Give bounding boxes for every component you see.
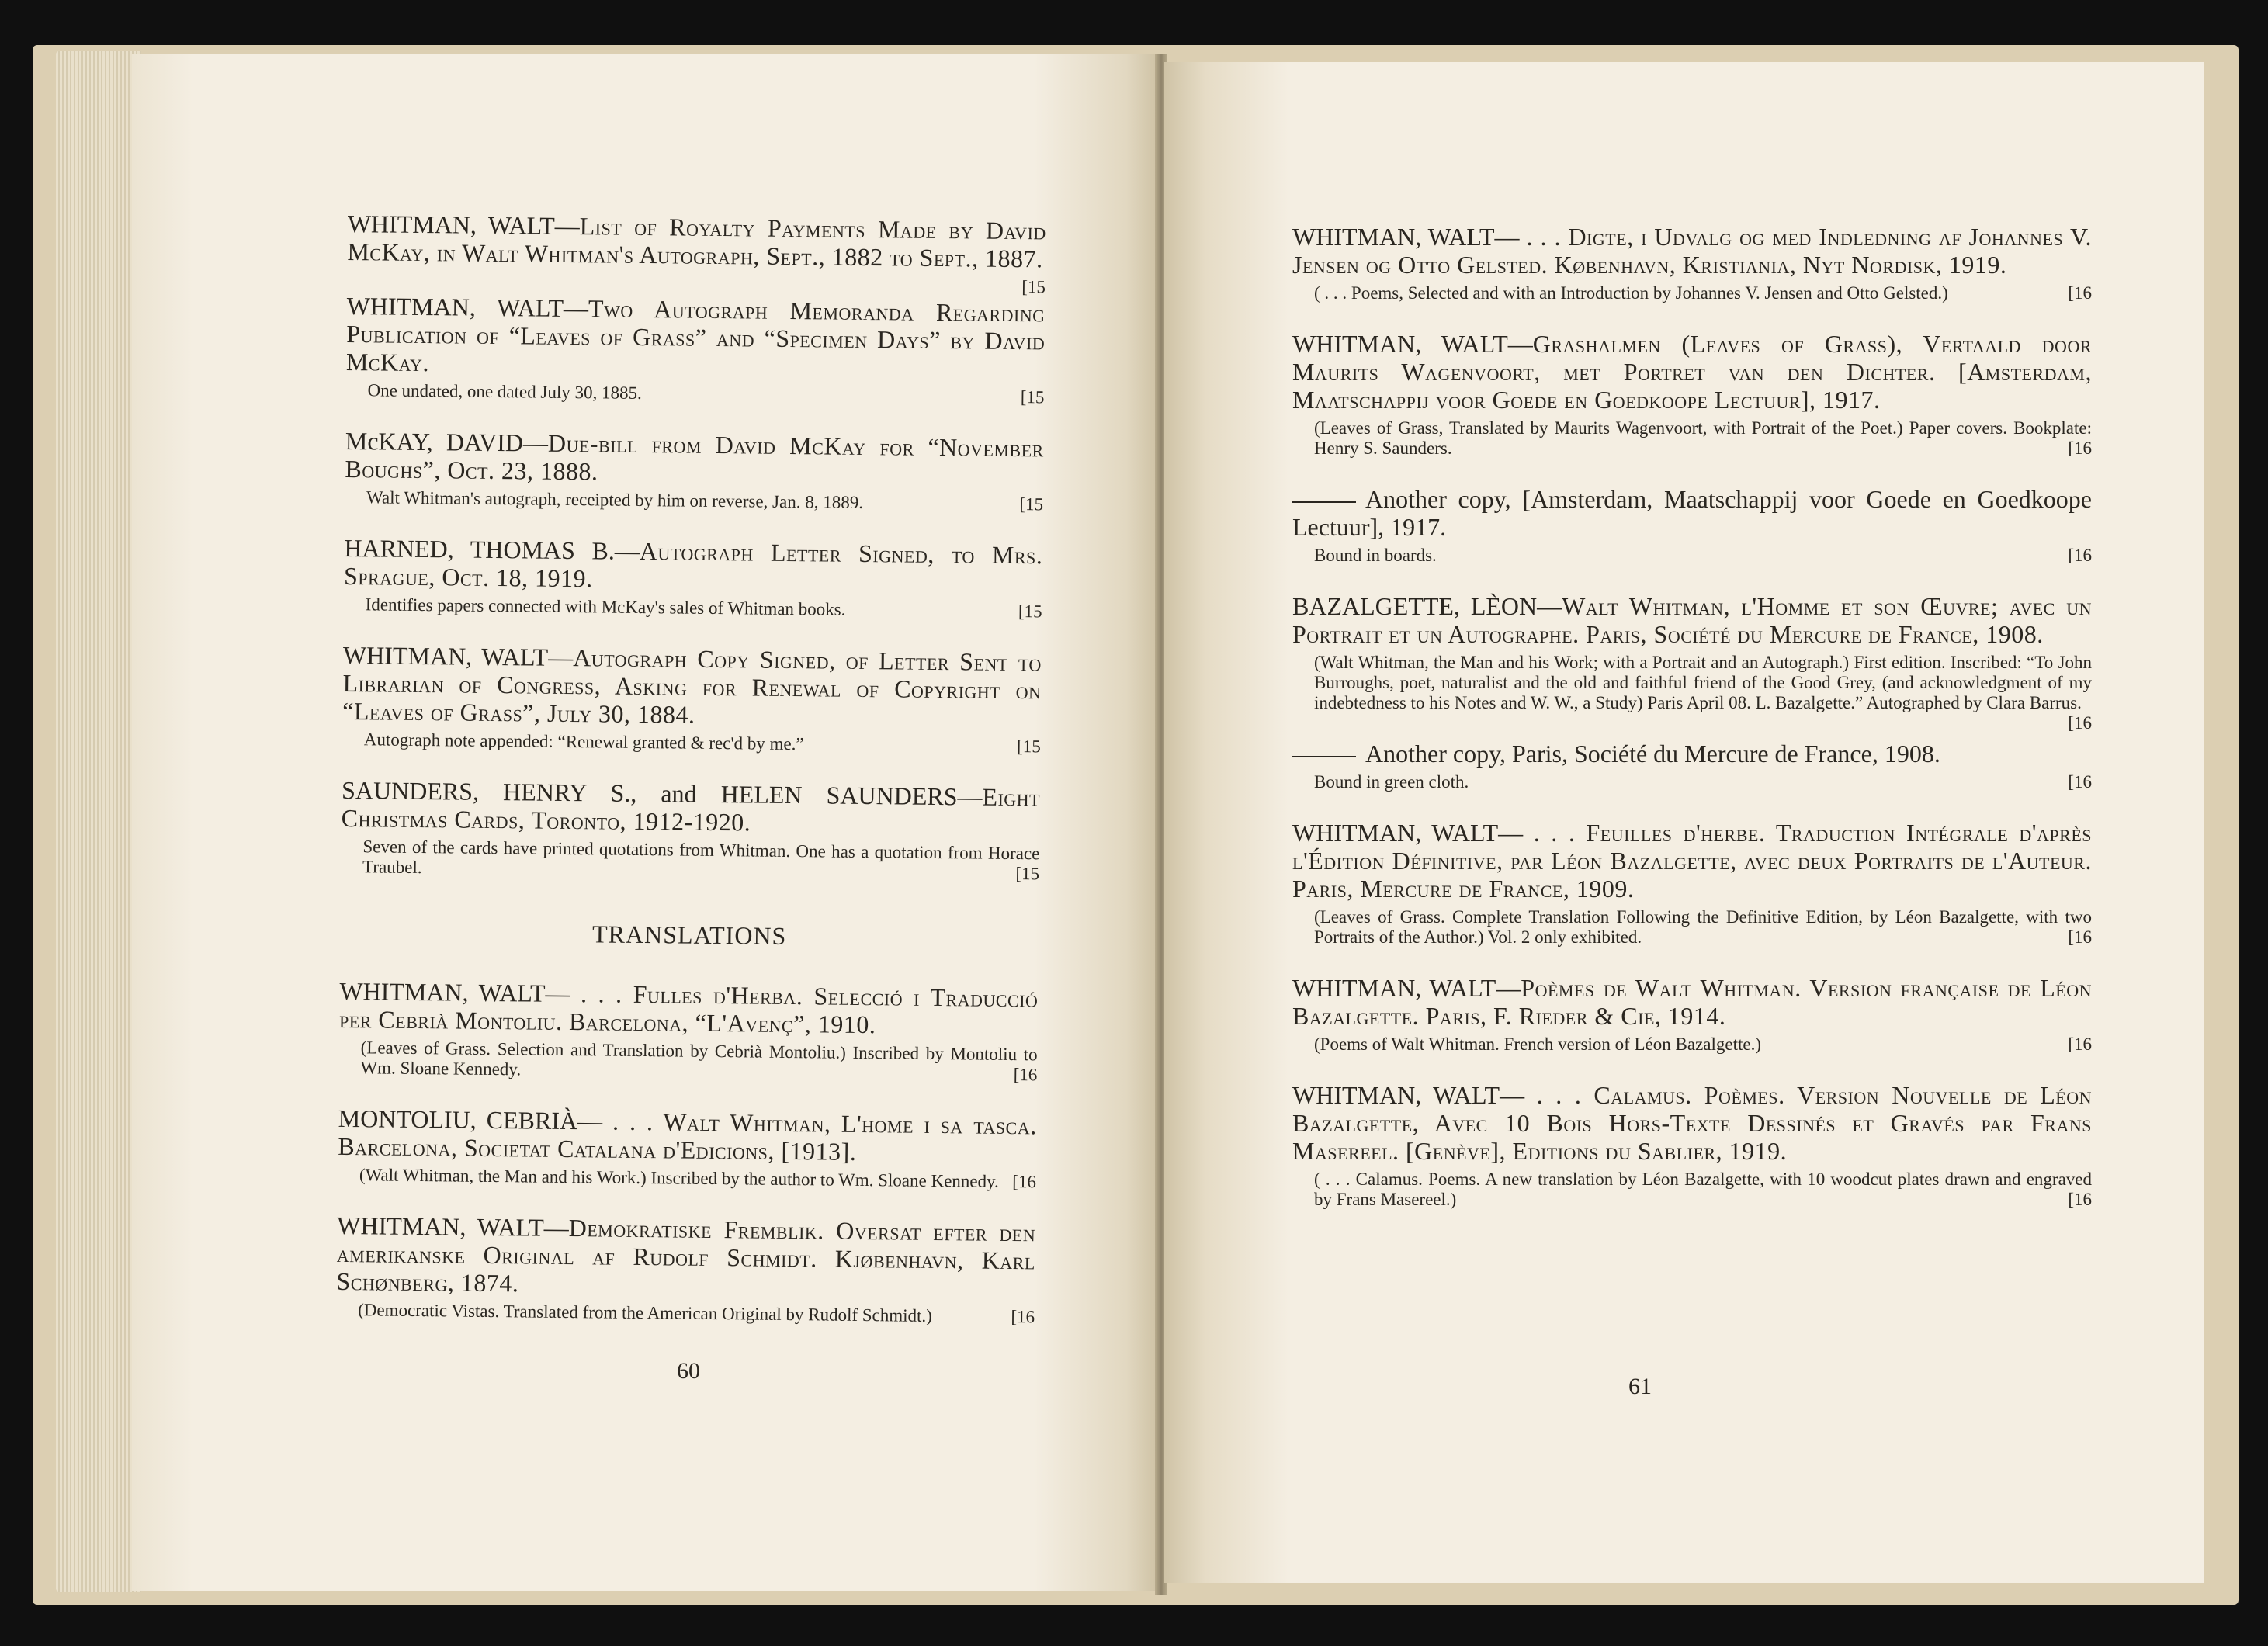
entry-price: [15 [1015,864,1040,884]
entry-note [364,729,1041,757]
ditto-rule [1292,756,1356,757]
catalog-entry [336,1211,1035,1327]
entry-note-text: (Leaves of Grass. Complete Translation Following the Definitive Edition, by Léon Bazalgette, with two Portraits of the Author.) Vol. 2 only exhibited. [1314,907,2092,947]
entry-note-text: Autograph note appended: “Renewal granted & rec'd by me.” [363,729,804,754]
entry-price: [16 [1013,1065,1038,1085]
entry-name: WHITMAN, WALT [347,210,555,240]
entry-price: [15 [1018,601,1042,622]
entry-price: [16 [2068,772,2092,792]
entry-title: Another copy, [Amsterdam, Maatschappij voor Goede en Goedkoope Lectuur], 1917. [1292,485,2092,541]
entry-title: Autograph Letter Signed, to Mrs. Sprague, Oct. 18, 1919. [343,536,1043,593]
catalog-entry [345,427,1044,515]
entry-heading: WHITMAN, WALT— . . . Digte, i Udvalg og med Indledning af Johannes V. Jensen og Otto Gelsted. København, Kristiania, Nyt Nordisk, 1919. [1292,223,2093,279]
entry-title: Eight Christmas Cards, Toronto, 1912-1920. [341,782,1041,837]
entry-price: [16 [1012,1172,1037,1192]
entry-heading: WHITMAN, WALT— . . . Calamus. Poèmes. Version Nouvelle de Léon Bazalgette, Avec 10 Bois Hors-Texte Dessinés et Gravés par Frans Masereel. [Genève], Editions du Sablier, 1919. [1292,1081,2092,1165]
entry-name: HARNED, THOMAS B. [344,533,616,565]
catalog-entry [342,641,1042,757]
entry-heading: WHITMAN, WALT—List of Royalty Payments Made by David McKay, in Walt Whitman's Autograph, Sept., 1882 to Sept., 1887. [347,210,1046,273]
catalog-entry [338,977,1038,1085]
entry-note [1314,546,2092,566]
entry-name: McKAY, DAVID [345,426,524,457]
entry-price: [16 [2068,1190,2092,1209]
entry-heading: SAUNDERS, HENRY S., and HELEN SAUNDERS—Eight Christmas Cards, Toronto, 1912-1920. [341,775,1041,837]
entry-name: WHITMAN, WALT [346,291,564,322]
entry-price: [15 [1019,494,1044,515]
entry-title: . . . Walt Whitman, L'home i sa tasca. Barcelona, Societat Catalana d'Edicions, [1913]. [338,1107,1037,1166]
catalog-entry [1292,819,2092,948]
entry-name: WHITMAN, WALT [342,640,549,671]
entry-price: [16 [2068,927,2092,947]
entry-heading: WHITMAN, WALT— . . . Fulles d'Herba. Selecció i Traducció per Cebrià Montoliu. Barcelona, “L'Avenç”, 1910. [338,976,1039,1039]
entry-title: Another copy, Paris, Société du Mercure de France, 1908. [1365,740,1940,768]
left-page-content [336,210,1046,1353]
entry-name: WHITMAN, WALT [1292,1081,1500,1109]
catalog-entry [345,292,1045,407]
entry-heading: WHITMAN, WALT—Two Autograph Memoranda Regarding Publication of “Leaves of Grass” and “Specimen Days” by David McKay. [345,291,1046,377]
entry-name: BAZALGETTE, LÈON [1292,592,1538,620]
entry-price: [16 [2068,1034,2092,1054]
entry-note-text: Bound in green cloth. [1314,772,1469,792]
entry-price: [16 [2068,438,2092,458]
entry-name: WHITMAN, WALT [1292,223,1495,251]
entry-heading: BAZALGETTE, LÈON—Walt Whitman, l'Homme et son Œuvre; avec un Portrait et un Autographe. Paris, Société du Mercure de France, 1908. [1292,592,2092,648]
entry-heading: HARNED, THOMAS B.—Autograph Letter Signed, to Mrs. Sprague, Oct. 18, 1919. [343,533,1043,593]
entry-heading: WHITMAN, WALT—Poèmes de Walt Whitman. Version française de Léon Bazalgette. Paris, F. Rieder & Cie, 1914. [1292,974,2092,1030]
entry-note-text: (Leaves of Grass, Translated by Maurits Wagenvoort, with Portrait of the Poet.) Paper covers. Bookplate: Henry S. Saunders. [1314,418,2092,458]
catalog-entry [344,534,1043,622]
entry-name: SAUNDERS, HENRY S., and HELEN SAUNDERS [341,775,958,811]
entry-heading: WHITMAN, WALT—Grashalmen (Leaves of Grass), Vertaald door Maurits Wagenvoort, met Portret van den Dichter. [Amsterdam, Maatschappij voor Goede en Goedkoope Lectuur], 1917. [1292,330,2093,414]
entry-note-text: (Walt Whitman, the Man and his Work.) Inscribed by the author to Wm. Sloane Kennedy. [359,1165,999,1191]
entry-title: Poèmes de Walt Whitman. Version française de Léon Bazalgette. Paris, F. Rieder & Cie, 1914. [1292,974,2092,1030]
entry-heading: WHITMAN, WALT—Demokratiske Fremblik. Oversat efter den amerikanske Original af Rudolf Schmidt. Kjøbenhavn, Karl Schønberg, 1874. [336,1211,1036,1298]
entry-price: [15 [1020,387,1045,407]
entry-name: MONTOLIU, CEBRIÀ [338,1104,578,1135]
entry-title: Grashalmen (Leaves of Grass), Vertaald door Maurits Wagenvoort, met Portret van den Dichter. [Amsterdam, Maatschappij voor Goede en Goedkoope Lectuur], 1917. [1292,330,2093,414]
entry-heading: McKAY, DAVID—Due-bill from David McKay for “November Boughs”, Oct. 23, 1888. [345,426,1045,486]
entry-note [366,594,1042,622]
entry-note-text: (Poems of Walt Whitman. French version of Léon Bazalgette.) [1314,1034,1761,1054]
entry-note-text: (Leaves of Grass. Selection and Translation by Cebrià Montoliu.) Inscribed by Montoliu to Wm. Sloane Kennedy. [360,1038,1038,1079]
entry-note [1314,772,2092,792]
entry-note [367,380,1044,407]
entry-title: Demokratiske Fremblik. Oversat efter den amerikanske Original af Rudolf Schmidt. Kjøbenhavn, Karl Schønberg, 1874. [336,1214,1036,1298]
entry-title: . . . Calamus. Poèmes. Version Nouvelle de Léon Bazalgette, Avec 10 Bois Hors-Texte Dessinés et Gravés par Frans Masereel. [Genève], Editions du Sablier, 1919. [1292,1081,2092,1165]
entry-name: WHITMAN, WALT [339,976,546,1007]
entry-note [360,1038,1037,1085]
entry-note [1314,907,2092,948]
entry-title: Two Autograph Memoranda Regarding Publication of “Leaves of Grass” and “Specimen Days” by David McKay. [345,294,1046,377]
entry-note [362,837,1039,884]
entry-price: [16 [2068,283,2092,303]
right-page-content [1292,223,2092,1236]
entry-note-text: ( . . . Calamus. Poems. A new translation by Léon Bazalgette, with 10 woodcut plates drawn and engraved by Frans Masereel.) [1314,1170,2092,1209]
entry-title: Walt Whitman, l'Homme et son Œuvre; avec un Portrait et un Autographe. Paris, Société du Mercure de France, 1908. [1292,592,2092,648]
entry-title: . . . Feuilles d'herbe. Traduction Intégrale d'après l'Édition Définitive, par Léon Bazalgette, avec deux Portraits de l'Auteur. Paris, Mercure de France, 1909. [1292,819,2093,903]
entry-note [1314,1170,2092,1210]
entry-note-text: ( . . . Poems, Selected and with an Introduction by Johannes V. Jensen and Otto Gelsted.) [1314,283,1948,303]
entry-note [1314,1034,2092,1055]
catalog-entry [1292,223,2092,303]
entry-note [359,1165,1036,1192]
entry-note-text: Bound in boards. [1314,546,1437,565]
page-number: 61 [1628,1374,1652,1399]
entry-name: WHITMAN, WALT [337,1211,544,1242]
section-title: TRANSLATIONS [591,920,787,950]
page-number: 60 [677,1358,700,1384]
entry-note [366,487,1043,515]
entry-heading: MONTOLIU, CEBRIÀ— . . . Walt Whitman, L'home i sa tasca. Barcelona, Societat Catalana d'Edicions, [1913]. [338,1104,1037,1166]
entry-note [358,1300,1035,1327]
entry-title: List of Royalty Payments Made by David McKay, in Walt Whitman's Autograph, Sept., 1882 to Sept., 1887. [347,212,1046,273]
entry-name: WHITMAN, WALT [1292,974,1496,1002]
entry-price: [16 [1011,1307,1035,1327]
right-page [1164,62,2204,1583]
entry-heading: WHITMAN, WALT— . . . Feuilles d'herbe. Traduction Intégrale d'après l'Édition Définitive, par Léon Bazalgette, avec deux Portraits de l'Auteur. Paris, Mercure de France, 1909. [1292,819,2093,903]
entry-note [1314,418,2092,459]
entry-heading [1292,485,2092,541]
entry-note [1314,283,2092,303]
ditto-rule [1292,501,1356,503]
catalog-entry [1292,1081,2092,1210]
catalog-entry [1292,974,2092,1055]
entry-note-text: (Democratic Vistas. Translated from the American Original by Rudolf Schmidt.) [358,1300,933,1325]
entry-title: . . . Digte, i Udvalg og med Indledning af Johannes V. Jensen og Otto Gelsted. København, Kristiania, Nyt Nordisk, 1919. [1292,223,2093,279]
catalog-entry [341,776,1040,884]
entry-note [1314,653,2092,733]
left-page [132,54,1157,1591]
page-edges [56,51,141,1592]
catalog-entry [1292,592,2092,733]
entry-price: [15 [1021,277,1046,297]
entry-heading [1292,740,2092,768]
entry-price: [16 [2068,546,2092,565]
entry-title: Autograph Copy Signed, of Letter Sent to Librarian of Congress, Asking for Renewal of Copyright on “Leaves of Grass”, July 30, 1884. [342,643,1042,729]
entry-price: [16 [2068,713,2092,733]
entry-note-text: Walt Whitman's autograph, receipted by him on reverse, Jan. 8, 1889. [366,487,864,512]
entry-heading: WHITMAN, WALT—Autograph Copy Signed, of Letter Sent to Librarian of Congress, Asking for Renewal of Copyright on “Leaves of Grass”, July 30, 1884. [342,640,1042,729]
catalog-entry [1292,330,2092,459]
catalog-entry [1292,485,2092,566]
entry-note-text: (Walt Whitman, the Man and his Work; with a Portrait and an Autograph.) First edition. Inscribed: “To John Burroughs, poet, naturalist and the old and faithful friend of the Good Grey, (and acknowledgment of my indebtedness to his Notes and W. W., a Study) Paris April 08. L. Bazalgette.” Autographed by Clara Barrus. [1314,653,2092,712]
entry-price: [15 [1017,736,1041,757]
catalog-entry [1292,740,2092,792]
entry-note-text: One undated, one dated July 30, 1885. [367,380,642,403]
entry-name: WHITMAN, WALT [1292,330,1508,358]
entry-title: Due-bill from David McKay for “November Boughs”, Oct. 23, 1888. [345,428,1045,486]
entry-name: WHITMAN, WALT [1292,819,1499,847]
entry-note-text: Identifies papers connected with McKay's sales of Whitman books. [365,594,846,619]
entry-note-text: Seven of the cards have printed quotations from Whitman. One has a quotation from Horace Traubel. [362,837,1040,878]
entry-title: . . . Fulles d'Herba. Selecció i Traducció per Cebrià Montoliu. Barcelona, “L'Avenç”, 1910. [338,979,1039,1039]
catalog-entry [347,210,1046,297]
catalog-entry [338,1104,1037,1192]
